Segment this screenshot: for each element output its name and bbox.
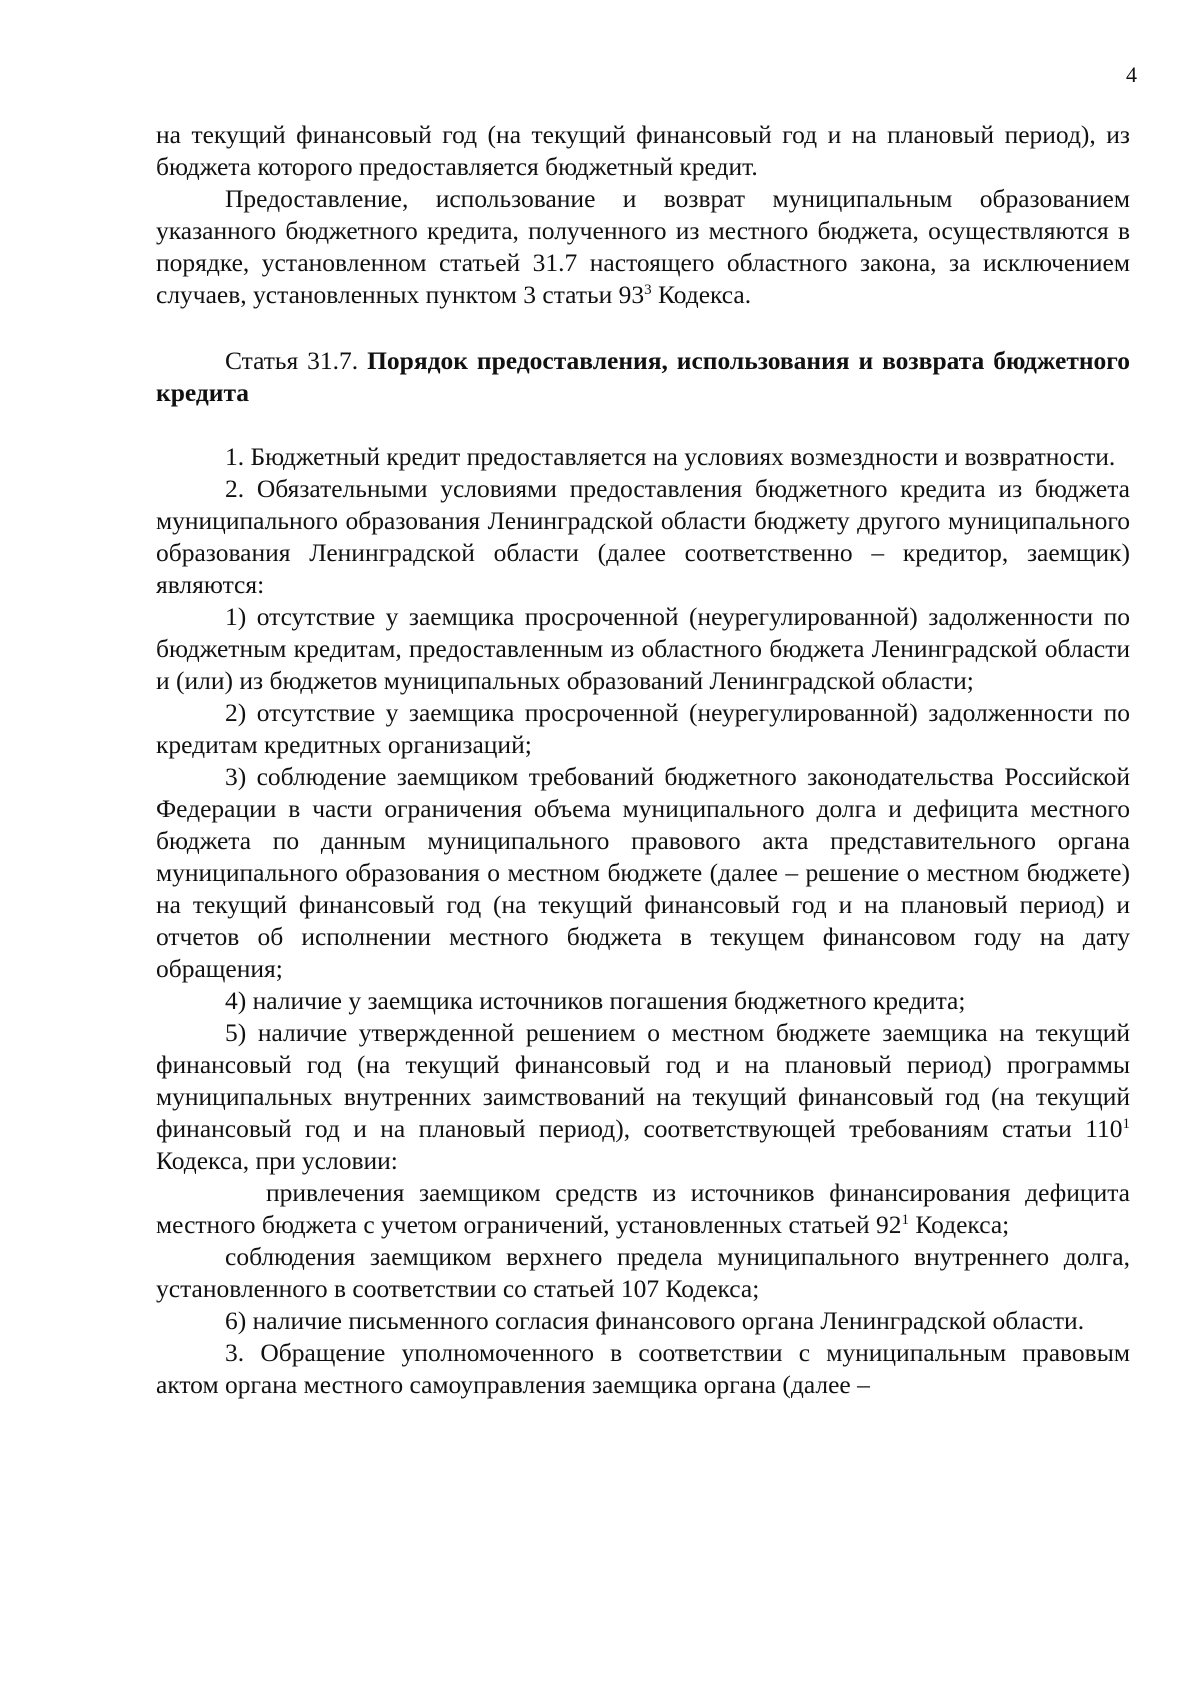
paragraph-continuation: на текущий финансовый год (на текущий финансовый год и на плановый период), из бюджета которого предоставляется бюджетный кредит. bbox=[156, 120, 1130, 181]
subclause-6: 6) наличие письменного согласия финансового органа Ленинградской области. bbox=[225, 1306, 1085, 1335]
clause-1: 1. Бюджетный кредит предоставляется на условиях возмездности и возвратности. bbox=[225, 442, 1116, 471]
article-prefix: Статья 31.7. bbox=[225, 346, 368, 375]
subclause-5 bbox=[156, 1017, 1130, 1177]
superscript: 3 bbox=[644, 282, 652, 298]
article-heading bbox=[156, 345, 1130, 409]
superscript: 1 bbox=[901, 1212, 910, 1228]
page-number: 4 bbox=[1126, 62, 1137, 87]
paragraph-text: Предоставление, использование и возврат муниципальным образованием указанного бюджетного кредита, полученного из местного бюджета, осуществляются в порядке, установленном статьей 31.7 настоящего областного закона, за исключением случаев, установленных пунктом 3 статьи 93 bbox=[156, 184, 1130, 309]
subclause-4: 4) наличие у заемщика источников погашения бюджетного кредита; bbox=[225, 986, 966, 1015]
document-body bbox=[156, 119, 1130, 1401]
subclause-text: 5) наличие утвержденной решением о местном бюджете заемщика на текущий финансовый год (на текущий финансовый год и на плановый период) программы муниципальных внутренних заимствований на текущий финансовый год (на текущий финансовый год и на плановый период), соответствующей требованиям статьи 110 bbox=[156, 1018, 1130, 1143]
paragraph-text: Кодекса. bbox=[651, 280, 752, 309]
condition-text: привлечения заемщиком средств из источников финансирования дефицита местного бюджета с учетом ограничений, установленных статьей 92 bbox=[156, 1178, 1130, 1239]
subclause-text: Кодекса, при условии: bbox=[156, 1146, 398, 1175]
clause-3: 3. Обращение уполномоченного в соответствии с муниципальным правовым актом органа местного самоуправления заемщика органа (далее – bbox=[156, 1338, 1130, 1399]
condition-text: Кодекса; bbox=[909, 1210, 1010, 1239]
superscript: 1 bbox=[1122, 1116, 1130, 1132]
paragraph-repayment bbox=[156, 183, 1130, 311]
clause-2: 2. Обязательными условиями предоставления бюджетного кредита из бюджета муниципального образования Ленинградской области бюджету другого муниципального образования Ленинградской области (далее соответственно – кредитор, заемщик) являются: bbox=[156, 474, 1130, 599]
subclause-2: 2) отсутствие у заемщика просроченной (неурегулированной) задолженности по кредитам кредитных организаций; bbox=[156, 698, 1130, 759]
subclause-1: 1) отсутствие у заемщика просроченной (неурегулированной) задолженности по бюджетным кредитам, предоставленным из областного бюджета Ленинградской области и (или) из бюджетов муниципальных образований Ленинградской области; bbox=[156, 602, 1130, 695]
condition-1 bbox=[156, 1177, 1130, 1241]
article-title: Порядок предоставления, использования и возврата бюджетного кредита bbox=[156, 346, 1131, 407]
subclause-3: 3) соблюдение заемщиком требований бюджетного законодательства Российской Федерации в части ограничения объема муниципального долга и дефицита местного бюджета по данным муниципального правового акта представительного органа муниципального образования о местном бюджете (далее – решение о местном бюджете) на текущий финансовый год (на текущий финансовый год и на плановый период) и отчетов об исполнении местного бюджета в текущем финансовом году на дату обращения; bbox=[156, 762, 1130, 983]
condition-2: соблюдения заемщиком верхнего предела муниципального внутреннего долга, установленного в соответствии со статьей 107 Кодекса; bbox=[156, 1242, 1130, 1303]
